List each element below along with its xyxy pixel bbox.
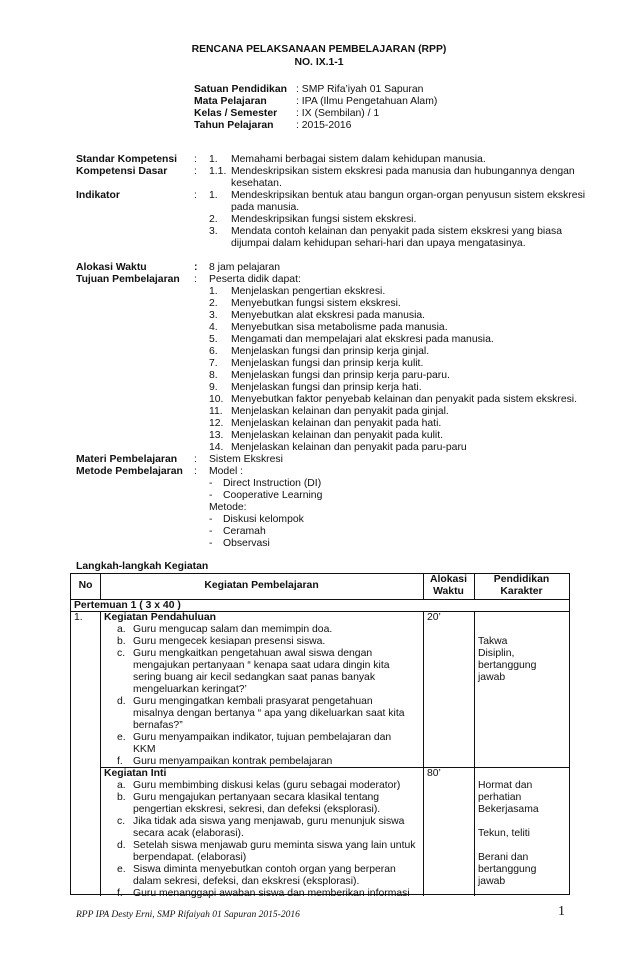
tujuan-item: Menyebutkan alat ekskresi pada manusia. (231, 310, 426, 321)
activity-text: Guru mengkaitkan pengetahuan awal siswa dengan (133, 648, 373, 659)
column-divider (100, 574, 101, 896)
dash: - (209, 526, 213, 537)
activity-marker: a. (117, 780, 126, 791)
tujuan-item: Menjelaskan kelainan dan penyakit pada paru-paru (231, 442, 467, 453)
table-header-no: No (78, 580, 93, 591)
activity-marker: f. (117, 756, 123, 767)
identity-value: : IPA (Ilmu Pengetahuan Alam) (296, 96, 438, 107)
activity-text: Guru membimbing diskusi kelas (guru sebagai moderator) (133, 780, 401, 791)
metode-item: Ceramah (223, 526, 266, 537)
dash: - (209, 514, 213, 525)
model-item: Cooperative Learning (223, 490, 323, 501)
identity-label: Satuan Pendidikan (194, 84, 287, 95)
indikator-item: dijumpai dalam kehidupan sehari-hari dan upaya mengatasinya. (231, 238, 526, 249)
tujuan-item: Menyebutkan fungsi sistem ekskresi. (231, 298, 401, 309)
activity-marker: c. (117, 816, 126, 827)
activity-text: misalnya dengan bertanya “ apa yang dikeluarkan saat kita (133, 708, 405, 719)
standar-label: Standar Kompetensi (76, 154, 178, 165)
tujuan-item: Menjelaskan kelainan dan penyakit pada hati. (231, 418, 442, 429)
colon: : (194, 154, 197, 165)
activity-text: Guru mengecek kesiapan presensi siswa. (133, 636, 326, 647)
activity-marker: c. (117, 648, 126, 659)
karakter-text: jawab (478, 876, 506, 887)
table-header-alokasi: Waktu (433, 586, 464, 597)
materi-value: Sistem Ekskresi (209, 454, 283, 465)
activity-marker: e. (117, 732, 126, 743)
kompetensi-number: 1.1. (209, 166, 227, 177)
metode-label: Metode Pembelajaran (76, 466, 183, 477)
table-header-karakter: Pendidikan (493, 574, 550, 585)
tujuan-item: Menyebutkan faktor penyebab kelainan dan penyakit pada sistem ekskresi. (231, 394, 577, 405)
colon: : (194, 262, 198, 273)
karakter-text: Berani dan (478, 852, 529, 863)
activity-marker: b. (117, 636, 126, 647)
karakter-text: Takwa (478, 636, 508, 647)
tujuan-intro: Peserta didik dapat: (209, 274, 301, 285)
list-number: 3. (209, 310, 218, 321)
activity-text: mengajukan pertanyaan “ kenapa saat udara dingin kita (133, 660, 390, 671)
karakter-text: Tekun, teliti (478, 828, 530, 839)
list-number: 4. (209, 322, 218, 333)
model-label: Model : (209, 466, 244, 477)
activity-text: Jika tidak ada siswa yang menjawab, guru menunjuk siswa (133, 816, 405, 827)
colon: : (194, 190, 197, 201)
list-number: 3. (209, 226, 218, 237)
karakter-text: jawab (478, 672, 506, 683)
table-header-alokasi: Alokasi (430, 574, 467, 585)
karakter-text: bertanggung (478, 864, 537, 875)
colon: : (194, 274, 197, 285)
kompetensi-text: kesehatan. (231, 178, 282, 189)
tujuan-item: Menjelaskan fungsi dan prinsip kerja kulit. (231, 358, 424, 369)
footer-text: RPP IPA Desty Erni, SMP Rifaiyah 01 Sapuran 2015-2016 (76, 910, 300, 920)
activity-text: pengertian ekskresi, sekresi, dan defeksi (eksplorasi). (133, 804, 381, 815)
colon: : (194, 166, 197, 177)
pertemuan-label: Pertemuan 1 ( 3 x 40 ) (74, 600, 181, 611)
tujuan-item: Menjelaskan pengertian ekskresi. (231, 286, 386, 297)
list-number: 10. (209, 394, 224, 405)
tujuan-label: Tujuan Pembelajaran (76, 274, 180, 285)
dash: - (209, 478, 213, 489)
karakter-text: Hormat dan (478, 780, 533, 791)
identity-label: Tahun Pelajaran (194, 120, 274, 131)
activity-marker: a. (117, 624, 126, 635)
tujuan-item: Menjelaskan kelainan dan penyakit pada ginjal. (231, 406, 449, 417)
metode-item: Diskusi kelompok (223, 514, 304, 525)
tujuan-item: Mengamati dan mempelajari alat ekskresi pada manusia. (231, 334, 494, 345)
activity-marker: d. (117, 840, 126, 851)
model-item: Direct Instruction (DI) (223, 478, 322, 489)
tujuan-item: Menjelaskan fungsi dan prinsip kerja hati. (231, 382, 422, 393)
kompetensi-text: Mendeskripsikan sistem ekskresi pada manusia dan hubungannya dengan (231, 166, 575, 177)
identity-value: : 2015-2016 (296, 120, 352, 131)
standar-text: Memahami berbagai sistem dalam kehidupan manusia. (231, 154, 486, 165)
identity-label: Mata Pelajaran (194, 96, 267, 107)
activity-marker: e. (117, 864, 126, 875)
list-number: 7. (209, 358, 218, 369)
list-number: 13. (209, 430, 224, 441)
column-divider (474, 574, 475, 896)
alokasi-value: 8 jam pelajaran (209, 262, 281, 273)
document-number: NO. IX.1-1 (294, 57, 344, 68)
section-heading: Langkah-langkah Kegiatan (76, 561, 209, 572)
list-number: 12. (209, 418, 224, 429)
dash: - (209, 538, 213, 549)
activity-marker: f. (117, 888, 123, 899)
karakter-text: bertanggung (478, 660, 537, 671)
row-title: Kegiatan Pendahuluan (104, 612, 217, 623)
indikator-item: Mendata contoh kelainan dan penyakit pada sistem ekskresi yang biasa (231, 226, 562, 237)
standar-number: 1. (209, 154, 218, 165)
alokasi-label: Alokasi Waktu (76, 262, 147, 273)
materi-label: Materi Pembelajaran (76, 454, 178, 465)
colon: : (194, 454, 197, 465)
activity-text: dalam sekresi, defeksi, dan ekskresi (eksplorasi). (133, 876, 360, 887)
document-title: RENCANA PELAKSANAAN PEMBELAJARAN (RPP) (191, 44, 447, 55)
tujuan-item: Menjelaskan fungsi dan prinsip kerja paru-paru. (231, 370, 450, 381)
activity-text: berpendapat. (elaborasi) (133, 852, 247, 863)
list-number: 14. (209, 442, 224, 453)
metode-sub-label: Metode: (209, 502, 247, 513)
table-header-karakter: Karakter (500, 586, 543, 597)
page-number: 1 (558, 904, 565, 919)
tujuan-item: Menjelaskan fungsi dan prinsip kerja ginjal. (231, 346, 430, 357)
column-divider (423, 574, 424, 896)
activities-table (70, 573, 570, 899)
metode-item: Observasi (223, 538, 270, 549)
identity-value: : SMP Rifa’iyah 01 Sapuran (296, 84, 424, 95)
indikator-item: Mendeskripsikan fungsi sistem ekskresi. (231, 214, 417, 225)
list-number: 1. (209, 190, 218, 201)
activity-text: Setelah siswa menjawab guru meminta siswa yang lain untuk (133, 840, 416, 851)
activity-text: Guru menyampaikan kontrak pembelajaran (133, 756, 333, 767)
row-title: Kegiatan Inti (104, 768, 167, 779)
identity-label: Kelas / Semester (194, 108, 278, 119)
karakter-text: Bekerjasama (478, 804, 539, 815)
list-number: 2. (209, 298, 218, 309)
row-waktu: 20’ (427, 612, 441, 623)
list-number: 6. (209, 346, 218, 357)
identity-value: : IX (Sembilan) / 1 (296, 108, 380, 119)
activity-text: sering buang air kecil sedangkan saat panas banyak (133, 672, 376, 683)
table-header-kegiatan: Kegiatan Pembelajaran (204, 580, 319, 591)
dash: - (209, 490, 213, 501)
activity-text: Guru mengajukan pertanyaan secara klasikal tentang (133, 792, 380, 803)
karakter-text: Disiplin, (478, 648, 515, 659)
colon: : (194, 466, 197, 477)
tujuan-item: Menjelaskan kelainan dan penyakit pada kulit. (231, 430, 443, 441)
list-number: 11. (209, 406, 223, 417)
list-number: 5. (209, 334, 218, 345)
activity-text: Siswa diminta menyebutkan contoh organ yang berperan (133, 864, 396, 875)
activity-text: bernafas?” (133, 720, 183, 731)
list-number: 2. (209, 214, 218, 225)
tujuan-item: Menyebutkan sisa metabolisme pada manusia. (231, 322, 448, 333)
row-number: 1. (74, 612, 83, 623)
activity-marker: d. (117, 696, 126, 707)
activity-text: mengeluarkan keringat?’ (133, 684, 247, 695)
activity-text: secara acak (elaborasi). (133, 828, 244, 839)
indikator-label: Indikator (76, 190, 120, 201)
list-number: 1. (209, 286, 218, 297)
list-number: 8. (209, 370, 218, 381)
activity-text: Guru mengingatkan kembali prasyarat pengetahuan (133, 696, 373, 707)
activity-marker: b. (117, 792, 126, 803)
activity-text: KKM (133, 744, 156, 755)
karakter-text: perhatian (478, 792, 522, 803)
activity-text: Guru menanggapi awaban siswa dan memberikan informasi (133, 888, 410, 899)
indikator-item: pada manusia. (231, 202, 300, 213)
row-waktu: 80’ (427, 768, 441, 779)
list-number: 9. (209, 382, 218, 393)
activity-text: Guru mengucap salam dan memimpin doa. (133, 624, 333, 635)
activity-text: Guru menyampaikan indikator, tujuan pembelajaran dan (133, 732, 392, 743)
indikator-item: Mendeskripsikan bentuk atau bangun organ-organ penyusun sistem ekskresi (231, 190, 586, 201)
kompetensi-label: Kompetensi Dasar (76, 166, 168, 177)
